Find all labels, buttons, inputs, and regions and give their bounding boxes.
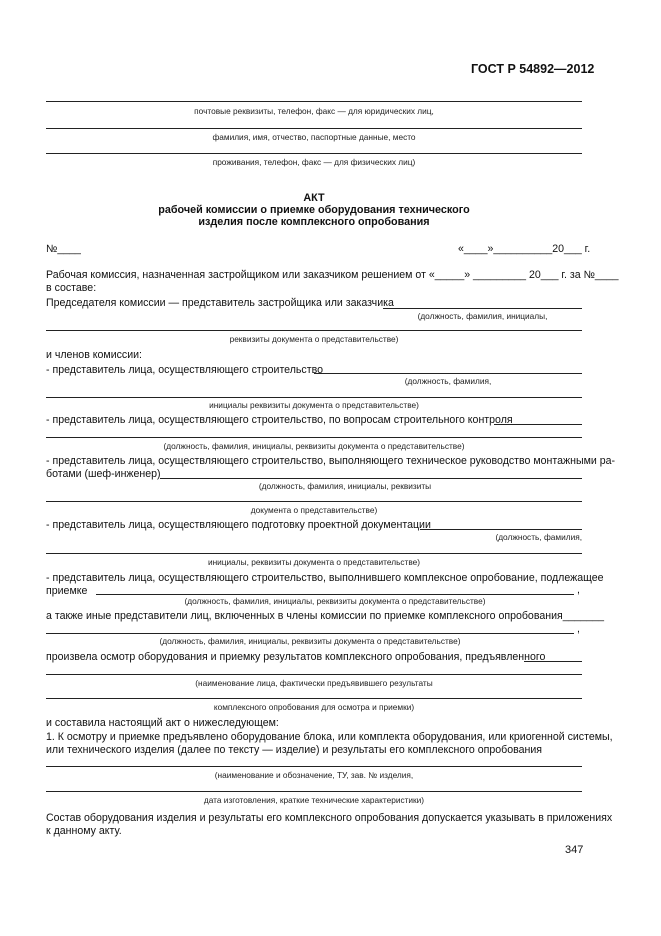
- chairman-caption-1: (должность, фамилия, инициалы,: [417, 311, 548, 321]
- member1-label: - представитель лица, осуществляющего строительство: [46, 364, 323, 376]
- others-caption-1: (должность, фамилия, инициалы, реквизиты документа о представительстве): [159, 636, 461, 646]
- closing-line-1: Состав оборудования изделия и результаты его комплексного опробования допускается указывать в приложениях: [46, 812, 613, 824]
- act-subtitle-2: изделия после комплексного опробования: [198, 216, 430, 228]
- member5-comma: ,: [577, 584, 580, 596]
- member1-caption-1: (должность, фамилия,: [404, 376, 492, 386]
- intro-line-2: в составе:: [46, 282, 97, 294]
- caption-postal: почтовые реквизиты, телефон, факс — для юридических лиц,: [194, 106, 434, 116]
- fill-line: [46, 633, 574, 634]
- fill-line: [46, 128, 582, 129]
- fill-line: [46, 698, 582, 699]
- others-comma: ,: [577, 623, 580, 635]
- others-label: а также иные представители лиц, включенных в члены комиссии по приемке комплексного опробования_______: [46, 610, 604, 622]
- fill-line: [314, 373, 582, 374]
- fill-line: [524, 661, 582, 662]
- member3-line-1: - представитель лица, осуществляющего строительство, выполняющего техническое руководство монтажными ра-: [46, 455, 616, 467]
- member1-caption-2: инициалы реквизиты документа о представительстве): [209, 400, 419, 410]
- member5-line-1: - представитель лица, осуществляющего строительство, выполнившего комплексное опробование, подлежащее: [46, 572, 604, 584]
- fill-line: [46, 791, 582, 792]
- act-number: №____: [46, 243, 81, 255]
- act-date: «____»__________20___ г.: [458, 243, 591, 255]
- closing-line-2: к данному акту.: [46, 825, 122, 837]
- fill-line: [160, 478, 582, 479]
- member3-caption-1: (должность, фамилия, инициалы, реквизиты: [258, 481, 432, 491]
- fill-line: [46, 101, 582, 102]
- fill-line: [46, 437, 582, 438]
- member5-line-2: приемке: [46, 585, 88, 597]
- member5-caption-1: (должность, фамилия, инициалы, реквизиты документа о представительстве): [184, 596, 486, 606]
- member4-label: - представитель лица, осуществляющего подготовку проектной документации: [46, 519, 431, 531]
- compiled-label: и составила настоящий акт о нижеследующем:: [46, 717, 279, 729]
- caption-fio: фамилия, имя, отчество, паспортные данные, место: [212, 132, 416, 142]
- inspection-caption-2: комплексного опробования для осмотра и приемки): [213, 702, 415, 712]
- fill-line: [46, 330, 582, 331]
- members-label: и членов комиссии:: [46, 349, 142, 361]
- chairman-label: Председателя комиссии — представитель застройщика или заказчика: [46, 297, 394, 309]
- item1-line-1: 1. К осмотру и приемке предъявлено оборудование блока, или комплекта оборудования, или криогенной системы,: [46, 731, 613, 743]
- member2-caption-1: (должность, фамилия, инициалы, реквизиты документа о представительстве): [163, 441, 465, 451]
- inspection-label: произвела осмотр оборудования и приемку результатов комплексного опробования, предъявленного: [46, 651, 546, 663]
- page-number: 347: [565, 844, 584, 856]
- act-title: АКТ: [303, 192, 325, 204]
- fill-line: [46, 553, 582, 554]
- member4-caption-2: инициалы, реквизиты документа о представительстве): [207, 557, 421, 567]
- member3-line-2: ботами (шеф-инженер): [46, 468, 161, 480]
- caption-residence: проживания, телефон, факс — для физических лиц): [212, 157, 416, 167]
- fill-line: [46, 501, 582, 502]
- fill-line: [494, 424, 582, 425]
- item1-caption-2: дата изготовления, краткие технические характеристики): [203, 795, 425, 805]
- chairman-caption-2: реквизиты документа о представительстве): [229, 334, 399, 344]
- standard-header: ГОСТ Р 54892—2012: [471, 62, 595, 76]
- member2-label: - представитель лица, осуществляющего строительство, по вопросам строительного контроля: [46, 414, 513, 426]
- intro-line-1: Рабочая комиссия, назначенная застройщиком или заказчиком решением от «_____» _________ 20___ г. за №____: [46, 269, 619, 281]
- member4-caption-1: (должность, фамилия,: [495, 532, 582, 542]
- item1-line-2: или технического изделия (далее по тексту — изделие) и результаты его комплексного опробования: [46, 744, 543, 756]
- fill-line: [420, 529, 582, 530]
- fill-line: [46, 674, 582, 675]
- item1-caption-1: (наименование и обозначение, ТУ, зав. № изделия,: [214, 770, 414, 780]
- act-subtitle-1: рабочей комиссии о приемке оборудования технического: [158, 204, 470, 216]
- fill-line: [46, 766, 582, 767]
- member3-caption-2: документа о представительстве): [250, 505, 378, 515]
- fill-line: [46, 397, 582, 398]
- fill-line: [383, 308, 582, 309]
- fill-line: [96, 594, 574, 595]
- fill-line: [46, 153, 582, 154]
- inspection-caption-1: (наименование лица, фактически предъявившего результаты: [195, 678, 433, 688]
